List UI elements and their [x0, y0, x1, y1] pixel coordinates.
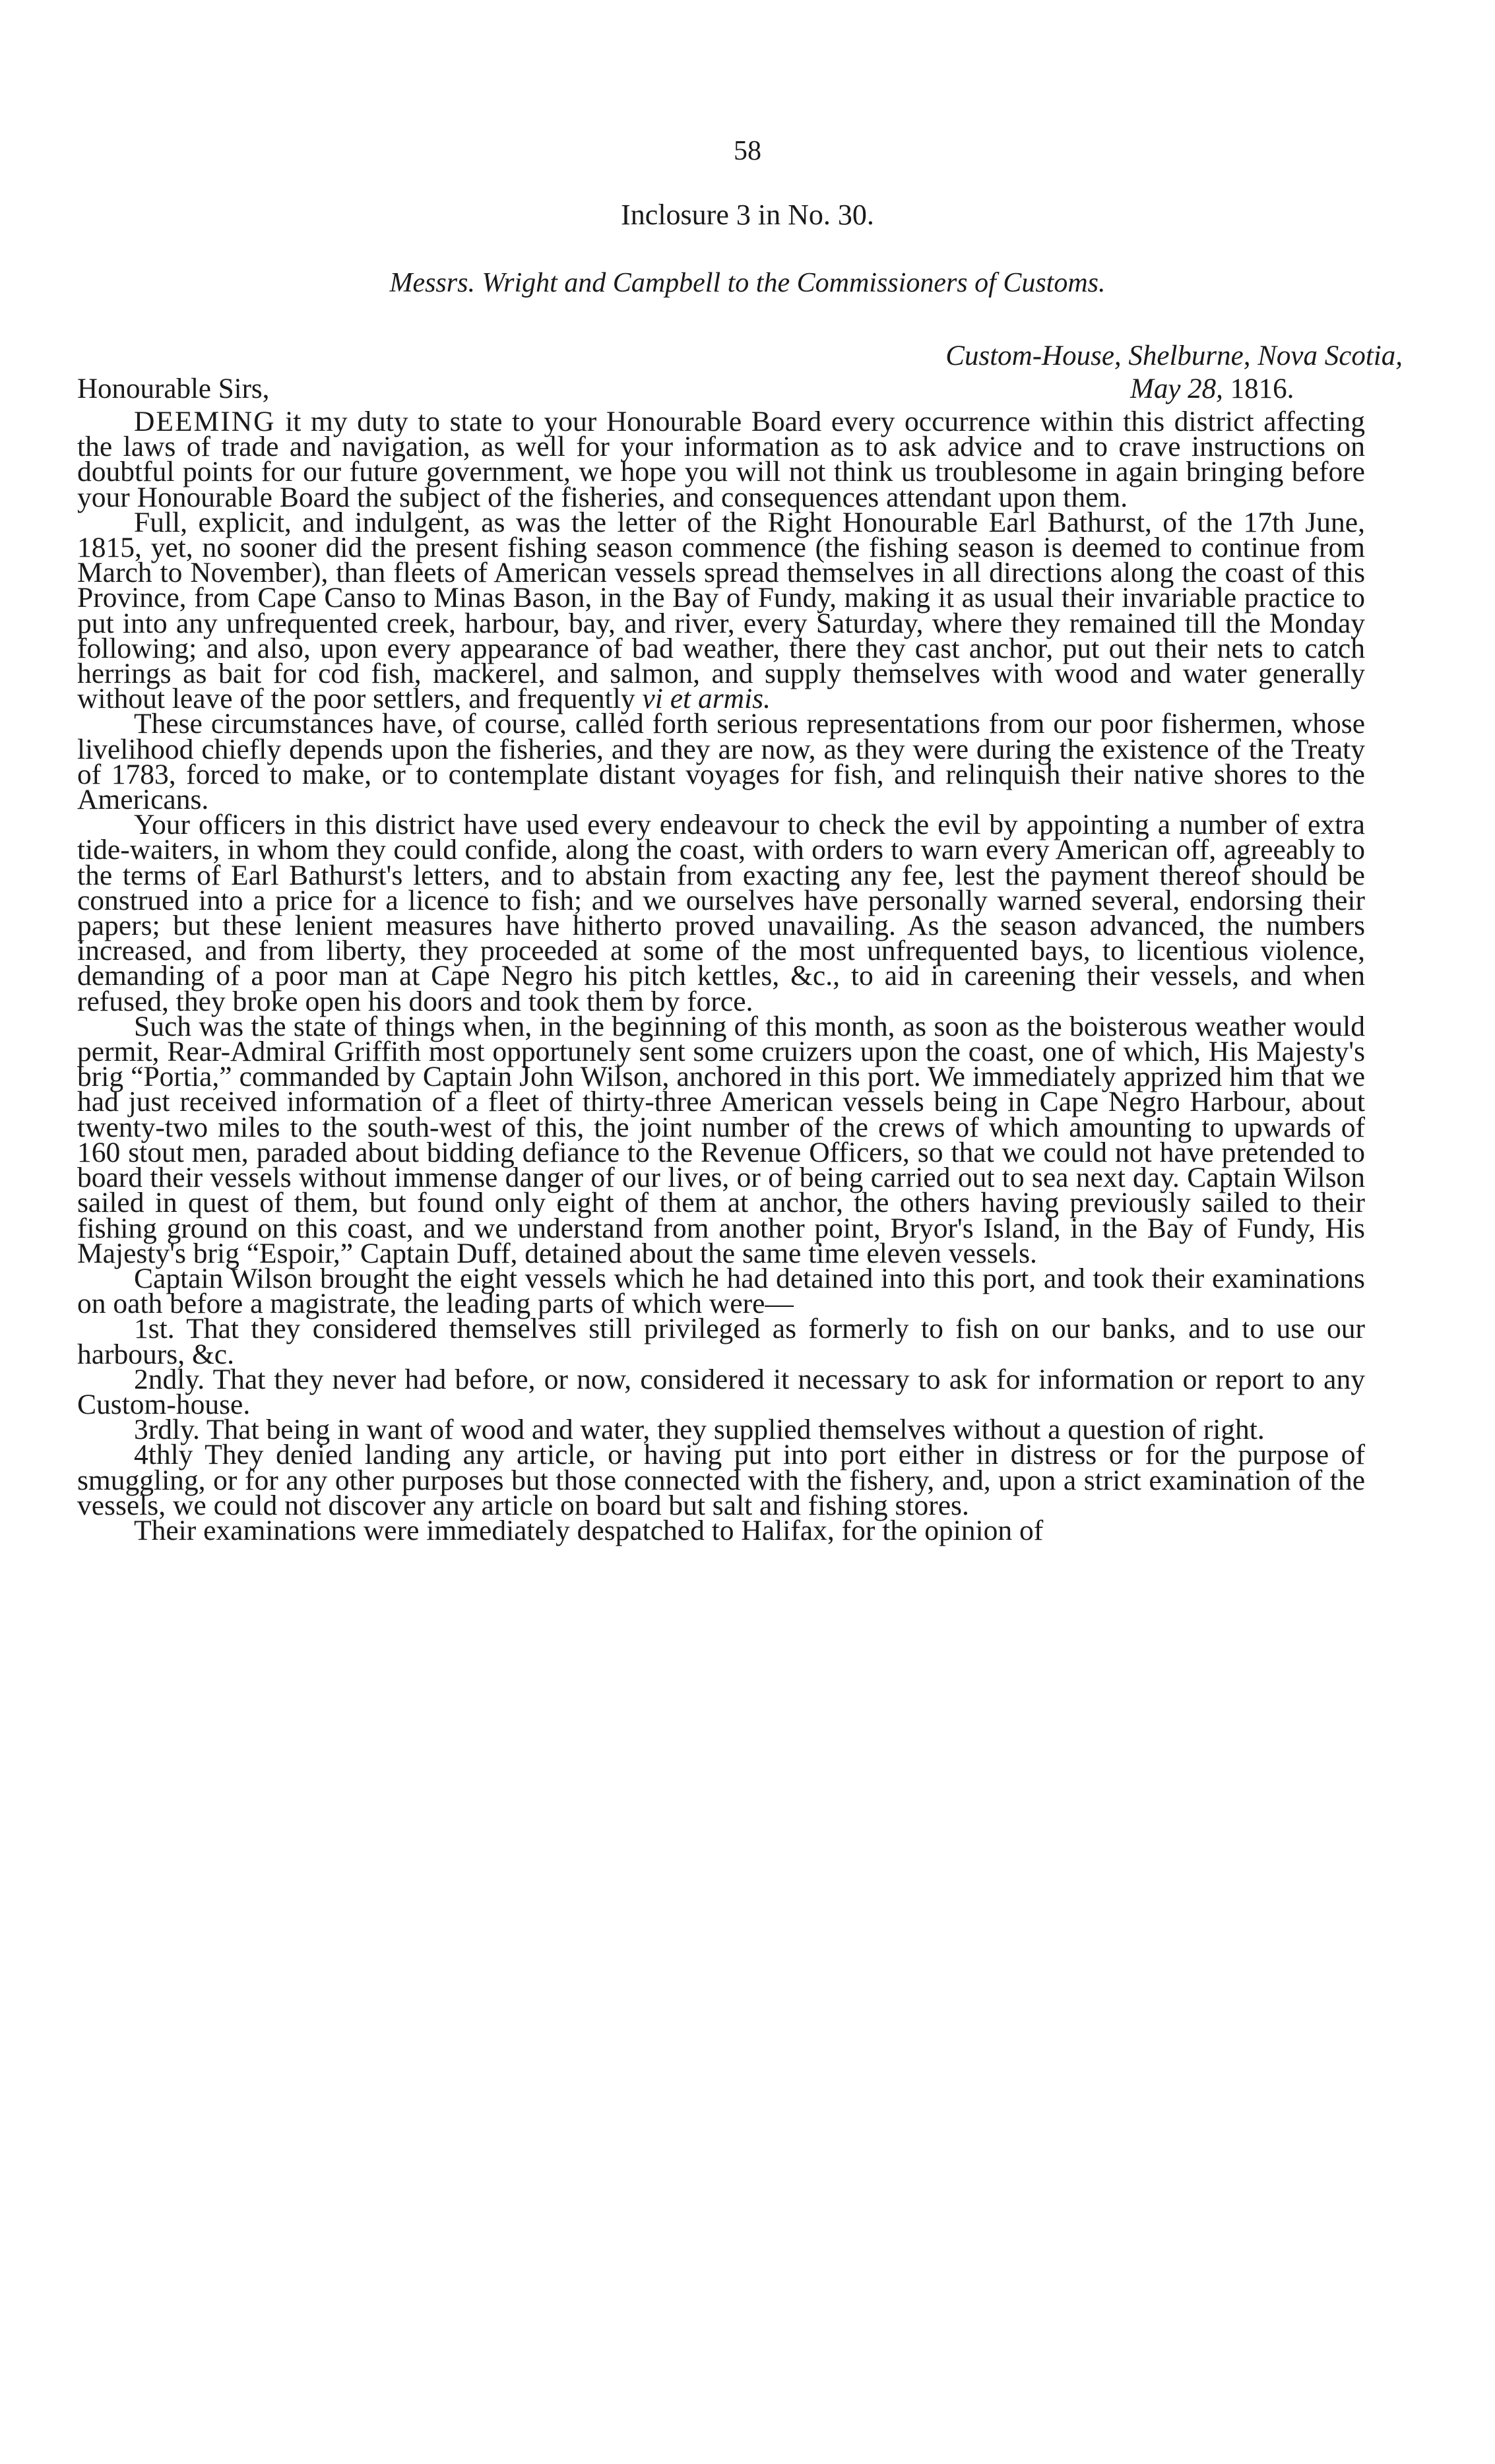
paragraph-italic: vi et armis.	[642, 683, 771, 715]
paragraph: These circumstances have, of course, called forth serious representations from our poor fishermen, whose livelihood chiefly depends upon the fisheries, and they are now, as they were during the existence of the Treaty of 1783, forced to make, or to contemplate distant voyages for fish, and relinquish their native shores to the Americans.	[77, 708, 1365, 816]
paragraph-lead: DEEMING	[134, 406, 276, 437]
list-item: 2ndly. That they never had before, or now, considered it necessary to ask for information or report to any Custom-house.	[77, 1363, 1365, 1420]
date-year: 1816.	[1223, 373, 1294, 404]
letter-date	[1130, 373, 1294, 405]
paragraph	[77, 406, 1365, 513]
list-item: 4thly They denied landing any article, or having put into port either in distress or for the purpose of smuggling, or for any other purposes but those connected with the fishery, and, upon a strict examination of the vessels, we could not discover any article on board but salt and fishing stores.	[77, 1439, 1365, 1521]
paragraph	[77, 506, 1365, 715]
paragraph: Their examinations were immediately despatched to Halifax, for the opinion of	[134, 1514, 1044, 1546]
letter-body	[77, 406, 1365, 1546]
paragraph-text: it my duty to state to your Honourable Board every occurrence within this district affecting the laws of trade and navigation, as well for your information as to ask advice and to crave instructions on doubtful points for our future government, we hope you will not think us troublesome in again bringing before your Honourable Board the subject of the fisheries, and consequences attendant upon them.	[77, 406, 1365, 513]
paragraph: Captain Wilson brought the eight vessels which he had detained into this port, and took their examinations on oath before a magistrate, the leading parts of which were—	[77, 1262, 1365, 1320]
paragraph-text: Full, explicit, and indulgent, as was the letter of the Right Honourable Earl Bathurst, of the 17th June, 1815, yet, no sooner did the present fishing season commence (the fishing season is deemed to continue from March to November), than fleets of American vessels spread themselves in all directions along the coast of this Province, from Cape Canso to Minas Bason, in the Bay of Fundy, making it as usual their invariable practice to put into any unfrequented creek, harbour, bay, and river, every Saturday, where they remained till the Monday following; and also, upon every appearance of bad weather, there they cast anchor, put out their nets to catch herrings as bait for cod fish, mackerel, and salmon, and supply themselves with wood and water generally without leave of the poor settlers, and frequently	[77, 506, 1365, 715]
date-month-day: May 28,	[1130, 373, 1223, 404]
letter-place: Custom-House, Shelburne, Nova Scotia,	[945, 340, 1403, 371]
enclosure-heading: Inclosure 3 in No. 30.	[621, 199, 874, 231]
salutation-row	[77, 373, 1403, 409]
page-number: 58	[734, 136, 761, 166]
list-item: 3rdly. That being in want of wood and water, they supplied themselves without a question of right.	[134, 1414, 1265, 1446]
letter-title: Messrs. Wright and Campbell to the Commissioners of Customs.	[389, 268, 1106, 298]
paragraph: Your officers in this district have used every endeavour to check the evil by appointing a number of extra tide-waiters, in whom they could confide, along the coast, with orders to warn every American off, agreeably to the terms of Earl Bathurst's letters, and to abstain from exacting any fee, lest the payment thereof should be construed into a price for a licence to fish; and we ourselves have personally warned several, endorsing their papers; but these lenient measures have hitherto proved unavailing. As the season advanced, the numbers increased, and from liberty, they proceeded at some of the most unfrequented bays, to licentious violence, demanding of a poor man at Cape Negro his pitch kettles, &c., to aid in careening their vessels, and when refused, they broke open his doors and took them by force.	[77, 809, 1365, 1017]
salutation: Honourable Sirs,	[77, 373, 270, 404]
list-item: 1st. That they considered themselves still privileged as formerly to fish on our banks, and to use our harbours, &c.	[77, 1313, 1365, 1370]
paragraph: Such was the state of things when, in the beginning of this month, as soon as the boisterous weather would permit, Rear-Admiral Griffith most opportunely sent some cruizers upon the coast, one of which, His Majesty's brig “Portia,” commanded by Captain John Wilson, anchored in this port. We immediately apprized him that we had just received information of a fleet of thirty-three American vessels being in Cape Negro Harbour, about twenty-two miles to the south-west of this, the joint number of the crews of which amounting to upwards of 160 stout men, paraded about bidding defiance to the Revenue Officers, so that we could not have pretended to board their vessels without immense danger of our lives, or of being carried out to sea next day. Captain Wilson sailed in quest of them, but found only eight of them at anchor, the others having previously sailed to their fishing ground on this coast, and we understand from another point, Bryor's Island, in the Bay of Fundy, His Majesty's brig “Espoir,” Captain Duff, detained about the same time eleven vessels.	[77, 1010, 1365, 1269]
